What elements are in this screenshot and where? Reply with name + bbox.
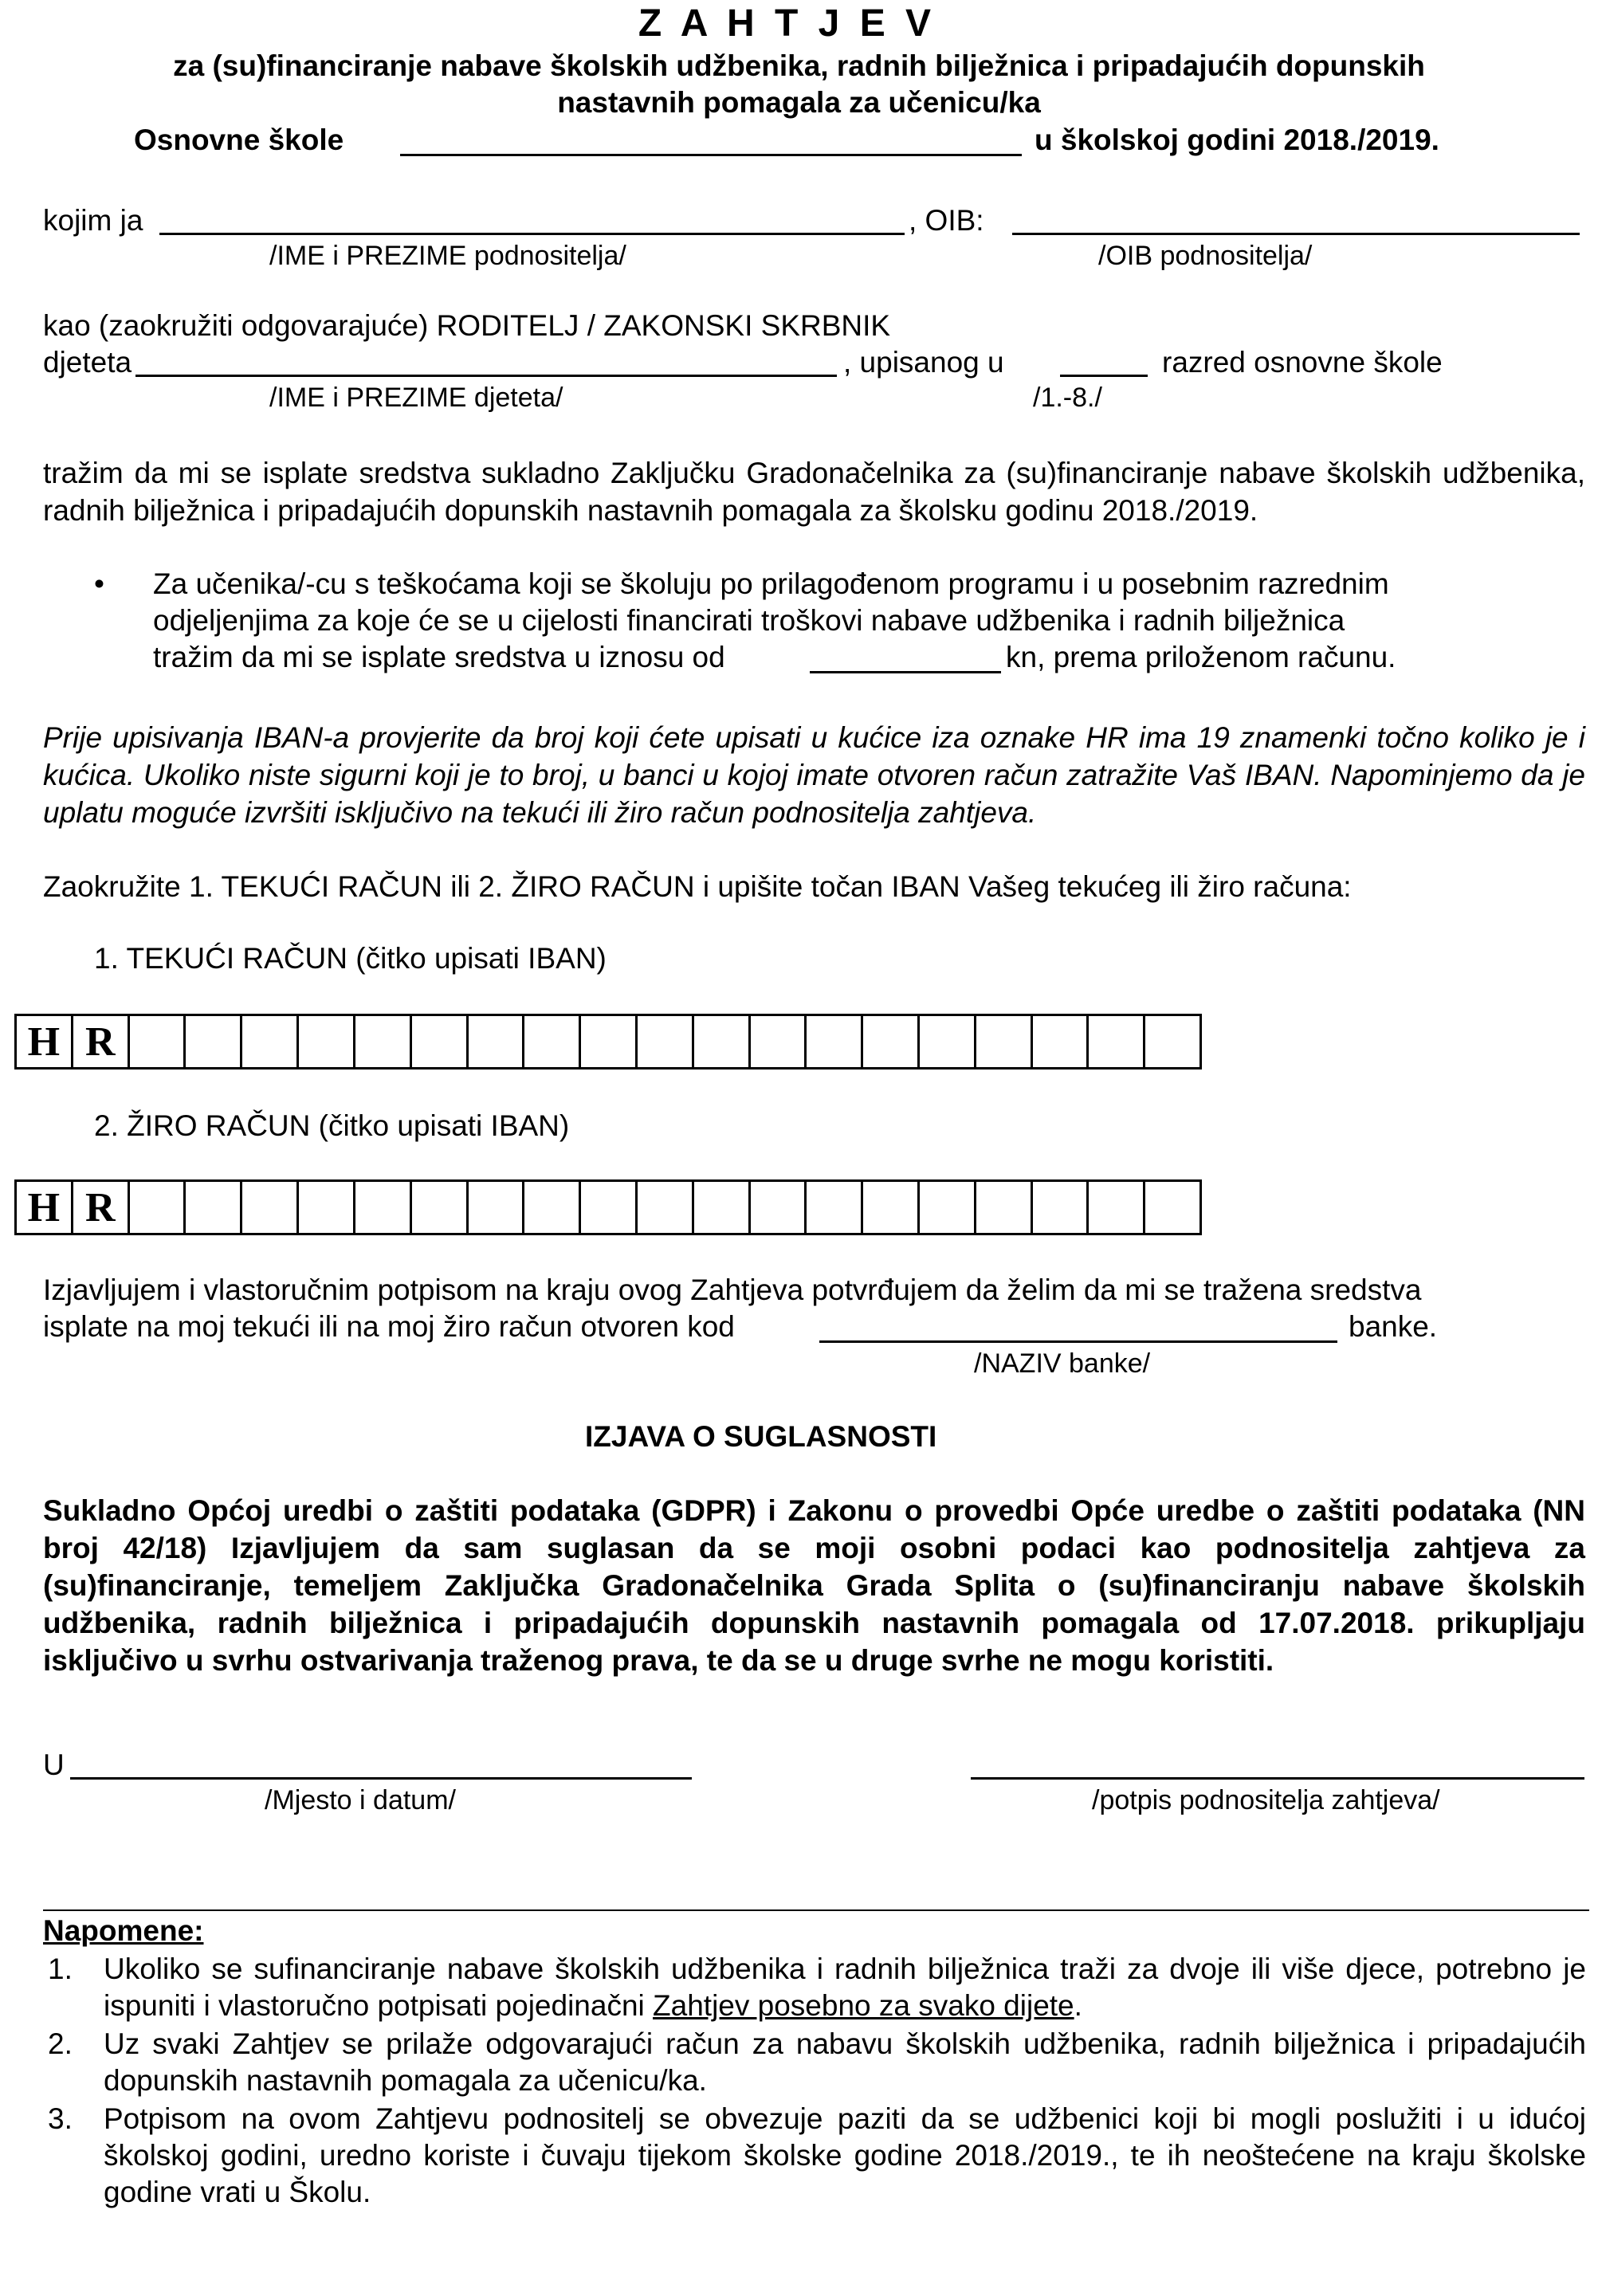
current-account-iban-boxes [14,1014,1202,1070]
oib-field[interactable] [1012,233,1580,235]
note-text-after: . [1074,1989,1082,2022]
iban-prefix-cell: H [14,1014,73,1070]
oib-caption: /OIB podnositelja/ [1098,241,1313,271]
iban-digit-box[interactable] [976,1014,1033,1070]
consent-text: Sukladno Općoj uredbi o zaštiti podataka (GDPR) i Zakonu o provedbi Opće uredbe o zaštiti podataka (NN broj 42/18) Izjavljujem da sam suglasan da se moji osobni podaci kao podnositelja zahtjeva za (su)financiranje, temeljem Zaključka Gradonačelnika Grada Splita o (su)financiranju nabave školskih udžbenika, radnih bilježnica i pripadajućih dopunskih nastavnih pomagala od 17.07.2018. prikupljaju isključivo u svrhu ostvarivanja traženog prava, te da se u druge svrhe ne mogu koristiti. [43,1494,1585,1677]
child-name-caption: /IME i PREZIME djeteta/ [269,383,563,413]
place-prefix: U [43,1748,65,1781]
account-instruction: Zaokružite 1. TEKUĆI RAČUN ili 2. ŽIRO RAČUN i upišite točan IBAN Vašeg tekućeg ili žiro računa: [43,870,1352,903]
consent-heading: IZJAVA O SUGLASNOSTI [585,1420,937,1453]
iban-digit-box[interactable] [694,1179,751,1235]
iban-digit-box[interactable] [581,1179,638,1235]
note-text: Potpisom na ovom Zahtjevu podnositelj se obvezuje paziti da se udžbenici koji bi mogli poslužiti i u idućoj školskoj godini, uredno koriste i čuvaju tijekom školske godine 2018./2019., te ih neoštećene na kraju školske godine vrati u Školu. [104,2102,1586,2208]
iban-digit-box[interactable] [242,1014,299,1070]
special-needs-line3-start: tražim da mi se isplate sredstva u iznosu od [153,641,725,673]
iban-digit-box[interactable] [1089,1179,1145,1235]
iban-digit-box[interactable] [412,1179,469,1235]
iban-digit-box[interactable] [242,1179,299,1235]
amount-field[interactable] [810,671,1001,673]
declaration-line2-end: banke. [1349,1310,1438,1343]
note-text: Uz svaki Zahtjev se prilaže odgovarajući račun za nabavu školskih udžbenika, radnih bilježnica i pripadajućih dopunskih nastavnih pomagala za učenicu/ka. [104,2027,1586,2097]
iban-digit-box[interactable] [130,1014,186,1070]
iban-digit-box[interactable] [638,1014,694,1070]
note-text-underlined: Zahtjev posebno za svako dijete [653,1989,1074,2022]
note-item [48,2101,1586,2211]
iban-digit-box[interactable] [863,1179,920,1235]
place-date-caption: /Mjesto i datum/ [265,1785,456,1815]
enrolled-label: , upisanog u [843,346,1004,379]
school-label: Osnovne škole [134,124,344,156]
iban-digit-box[interactable] [355,1179,412,1235]
form-title: Z A H T J E V [638,2,936,45]
iban-digit-box[interactable] [1033,1014,1090,1070]
applicant-name-caption: /IME i PREZIME podnositelja/ [269,241,626,271]
iban-prefix-cell: H [14,1179,73,1235]
iban-digit-box[interactable] [186,1014,242,1070]
notes-heading: Napomene: [43,1914,204,1947]
iban-digit-box[interactable] [581,1014,638,1070]
child-label: djeteta [43,346,132,379]
iban-digit-box[interactable] [469,1179,525,1235]
bank-caption: /NAZIV banke/ [974,1348,1151,1379]
iban-digit-box[interactable] [807,1179,863,1235]
notes-divider [43,1909,1589,1911]
declaration-line1: Izjavljujem i vlastoručnim potpisom na kraju ovog Zahtjeva potvrđujem da želim da mi se tražena sredstva [43,1274,1422,1306]
iban-digit-box[interactable] [524,1179,581,1235]
iban-digit-box[interactable] [751,1179,807,1235]
iban-digit-box[interactable] [920,1014,976,1070]
note-number: 3. [48,2102,73,2135]
place-date-field[interactable] [70,1777,692,1780]
iban-digit-box[interactable] [1145,1014,1202,1070]
iban-digit-box[interactable] [1089,1014,1145,1070]
applicant-name-field[interactable] [159,233,905,235]
bank-name-field[interactable] [819,1340,1337,1343]
form-subtitle-line2: nastavnih pomagala za učenicu/ka [557,86,1041,119]
iban-digit-box[interactable] [130,1179,186,1235]
iban-digit-box[interactable] [355,1014,412,1070]
iban-digit-box[interactable] [469,1014,525,1070]
declaration-line2-start: isplate na moj tekući ili na moj žiro račun otvoren kod [43,1310,735,1343]
child-name-field[interactable] [135,375,837,377]
special-needs-line2: odjeljenjima za koje će se u cijelosti financirati troškovi nabave udžbenika i radnih bilježnica [153,604,1345,637]
iban-digit-box[interactable] [920,1179,976,1235]
iban-digit-box[interactable] [638,1179,694,1235]
iban-digit-box[interactable] [186,1179,242,1235]
current-account-label[interactable]: 1. TEKUĆI RAČUN (čitko upisati IBAN) [94,942,607,975]
iban-prefix-cell: R [73,1014,130,1070]
iban-digit-box[interactable] [412,1014,469,1070]
note-number: 1. [48,1953,73,1985]
iban-digit-box[interactable] [524,1014,581,1070]
oib-label: , OIB: [909,204,984,237]
iban-digit-box[interactable] [807,1014,863,1070]
note-item [48,1951,1586,2024]
role-selection[interactable]: kao (zaokružiti odgovarajuće) RODITELJ / ZAKONSKI SKRBNIK [43,309,891,342]
iban-digit-box[interactable] [299,1014,355,1070]
note-number: 2. [48,2027,73,2060]
giro-account-iban-boxes [14,1179,1202,1235]
school-name-field[interactable] [400,154,1022,156]
iban-digit-box[interactable] [1033,1179,1090,1235]
note-item [48,2026,1586,2099]
iban-digit-box[interactable] [863,1014,920,1070]
grade-label: razred osnovne škole [1162,346,1443,379]
iban-digit-box[interactable] [299,1179,355,1235]
iban-digit-box[interactable] [694,1014,751,1070]
iban-digit-box[interactable] [976,1179,1033,1235]
signature-field[interactable] [971,1777,1584,1780]
signature-caption: /potpis podnositelja zahtjeva/ [1092,1785,1440,1815]
applicant-prefix: kojim ja [43,204,143,237]
note-text [104,1951,1586,2024]
bullet-icon: • [94,567,104,600]
school-year-label: u školskoj godini 2018./2019. [1035,124,1439,156]
request-text: tražim da mi se isplate sredstva sukladno Zaključku Gradonačelnika za (su)financiranje nabave školskih udžbenika, radnih bilježnica i pripadajućih dopunskih nastavnih pomagala za školsku godinu 2018./2019. [43,457,1585,527]
iban-note: Prije upisivanja IBAN-a provjerite da broj koji ćete upisati u kućice iza oznake HR ima 19 znamenki točno koliko je i kućica. Ukoliko niste sigurni koji je to broj, u banci u kojoj imate otvoren račun zatražite Vaš IBAN. Napominjemo da je uplatu moguće izvršiti isključivo na tekući ili žiro račun podnositelja zahtjeva. [43,721,1585,829]
iban-digit-box[interactable] [1145,1179,1202,1235]
form-subtitle-line1: za (su)financiranje nabave školskih udžbenika, radnih bilježnica i pripadajućih dopunskih [173,49,1425,82]
giro-account-label[interactable]: 2. ŽIRO RAČUN (čitko upisati IBAN) [94,1109,570,1142]
iban-digit-box[interactable] [751,1014,807,1070]
grade-field[interactable] [1060,375,1148,377]
special-needs-line1: Za učenika/-cu s teškoćama koji se školuju po prilagođenom programu i u posebnim razrednim [153,567,1389,600]
note-text-main: Ukoliko se sufinanciranje nabave školskih udžbenika i radnih bilježnica traži za dvoje ili više djece, potrebno je ispuniti i vlastoručno potpisati pojedinačni [104,1953,1586,2022]
grade-caption: /1.-8./ [1033,383,1102,413]
special-needs-line3-end: kn, prema priloženom računu. [1006,641,1396,673]
iban-prefix-cell: R [73,1179,130,1235]
